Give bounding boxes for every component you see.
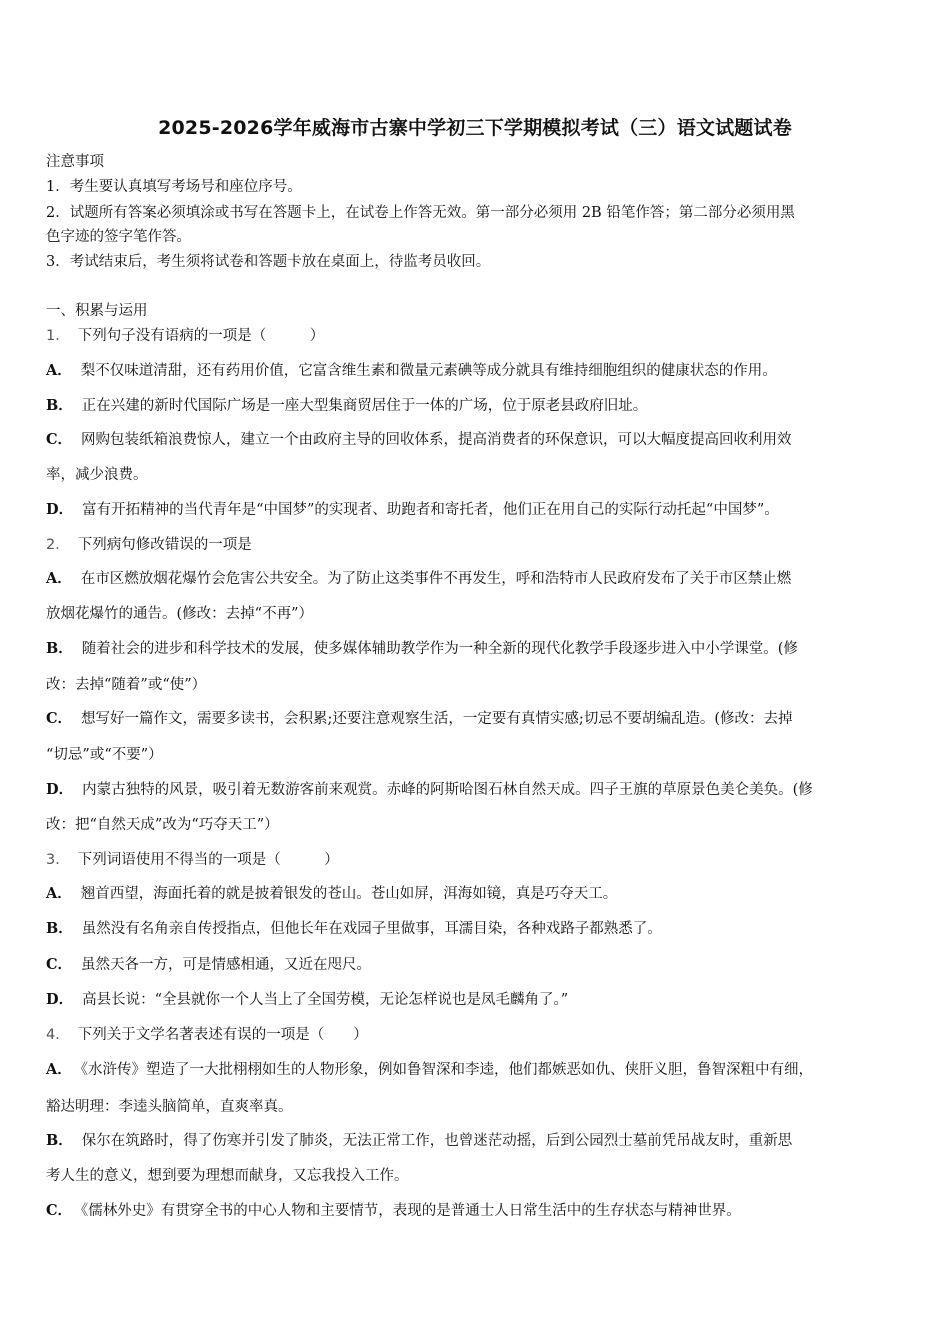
q2-option-a-continued: 放烟花爆竹的通告。(修改：去掉“不再”） — [46, 606, 313, 622]
q3-option-b-text: 虽然没有名角亲自传授指点，但他长年在戏园子里做事，耳濡目染，各种戏路子都熟悉了。 — [81, 921, 662, 937]
q4-option-a-text: 《水浒传》塑造了一大批栩栩如生的人物形象，例如鲁智深和李逵，他们都嫉恶如仇、侠肝义胆，鲁智深粗中有细， — [80, 1062, 814, 1078]
q3-option-a-letter: A． — [46, 885, 72, 902]
q4-option-c-text: 《儒林外史》有贯穿全书的中心人物和主要情节，表现的是普通士人日常生活中的生存状态与精神世界。 — [81, 1203, 741, 1219]
q3-option-a-text: 翘首西望，海面托着的就是披着银发的苍山。苍山如屏，洱海如镜，真是巧夺天工。 — [80, 886, 618, 902]
question-1-number: 1． — [46, 328, 70, 344]
q1-option-d-text: 富有开拓精神的当代青年是“中国梦”的实现者、助跑者和寄托者，他们正在用自己的实际行动托起“中国梦”。 — [82, 502, 779, 518]
q4-option-b-continued: 考人生的意义，想到要为理想而献身，又忘我投入工作。 — [46, 1168, 409, 1184]
q1-option-b-text: 正在兴建的新时代国际广场是一座大型集商贸居住于一体的广场，位于原老县政府旧址。 — [81, 398, 648, 414]
q2-option-a-letter: A． — [46, 570, 72, 587]
notice-item-3: 3．考试结束后，考生须将试卷和答题卡放在桌面上，待监考员收回。 — [46, 254, 491, 270]
q4-option-c-letter: C． — [46, 1202, 73, 1219]
question-1-text: 下列句子没有语病的一项是（ ） — [77, 328, 325, 344]
q4-option-a — [46, 1060, 813, 1080]
section-heading: 一、积累与运用 — [46, 303, 148, 319]
q1-option-b — [46, 396, 647, 416]
question-4-stem — [46, 1025, 368, 1045]
q2-option-d-continued: 改：把“自然天成”改为“巧夺天工”） — [46, 817, 279, 833]
q4-option-a-continued: 豁达明理：李逵头脑简单，直爽率真。 — [46, 1099, 293, 1115]
q3-option-c-text: 虽然天各一方，可是情感相通，又近在咫尺。 — [81, 957, 372, 973]
question-3-stem — [46, 850, 339, 870]
q1-option-a — [46, 361, 777, 381]
q1-option-d-letter: D． — [46, 501, 74, 518]
q3-option-a — [46, 884, 617, 904]
question-3-number: 3． — [46, 852, 70, 868]
question-2-stem — [46, 535, 252, 555]
q3-option-d — [46, 990, 568, 1010]
q4-option-b-letter: B． — [46, 1132, 73, 1149]
question-2-text: 下列病句修改错误的一项是 — [77, 537, 252, 553]
q2-option-b-text: 随着社会的进步和科学技术的发展，使多媒体辅助教学作为一种全新的现代化教学手段逐步进入中小学课堂。(修 — [81, 641, 798, 657]
q2-option-d-text: 内蒙古独特的风景，吸引着无数游客前来观赏。赤峰的阿斯哈图石林自然天成。四子王旗的草原景色美仑美奂。(修 — [82, 782, 813, 798]
q3-option-b-letter: B． — [46, 920, 73, 937]
q3-option-d-letter: D． — [46, 991, 74, 1008]
q2-option-c-text: 想写好一篇作文，需要多读书，会积累;还要注意观察生活，一定要有真情实感;切忌不要胡编乱造。(修改：去掉 — [81, 711, 793, 727]
question-2-number: 2． — [46, 537, 70, 553]
q4-option-a-letter: A． — [46, 1061, 72, 1078]
notice-item-1: 1．考生要认真填写考场号和座位序号。 — [46, 179, 302, 195]
notice-item-2-line-2: 色字迹的签字笔作答。 — [46, 229, 191, 245]
q3-option-c — [46, 955, 371, 975]
q1-option-c-text: 网购包装纸箱浪费惊人，建立一个由政府主导的回收体系，提高消费者的环保意识，可以大幅度提高回收利用效 — [81, 432, 792, 448]
q2-option-a-text: 在市区燃放烟花爆竹会危害公共安全。为了防止这类事件不再发生，呼和浩特市人民政府发布了关于市区禁止燃 — [80, 571, 792, 587]
q2-option-b-continued: 改：去掉“随着”或“使”） — [46, 677, 207, 693]
question-4-text: 下列关于文学名著表述有误的一项是（ ） — [77, 1027, 368, 1043]
q1-option-a-text: 梨不仅味道清甜，还有药用价值，它富含维生素和微量元素碘等成分就具有维持细胞组织的健康状态的作用。 — [80, 363, 777, 379]
q1-option-c-letter: C． — [46, 431, 73, 448]
q1-option-d — [46, 500, 779, 520]
q2-option-b-letter: B． — [46, 640, 73, 657]
q1-option-c — [46, 430, 792, 450]
q2-option-d-letter: D． — [46, 781, 74, 798]
q2-option-c-letter: C． — [46, 710, 73, 727]
exam-title: 2025-2026学年威海市古寨中学初三下学期模拟考试（三）语文试题试卷 — [158, 117, 792, 139]
q4-option-c — [46, 1201, 741, 1221]
q1-option-b-letter: B． — [46, 397, 73, 414]
question-4-number: 4． — [46, 1027, 70, 1043]
q4-option-b — [46, 1131, 792, 1151]
q3-option-d-text: 高县长说：“全县就你一个人当上了全国劳模，无论怎样说也是凤毛麟角了。” — [82, 992, 569, 1008]
q2-option-a — [46, 569, 791, 589]
notice-heading: 注意事项 — [46, 154, 104, 170]
q2-option-c — [46, 709, 792, 729]
question-3-text: 下列词语使用不得当的一项是（ ） — [77, 852, 339, 868]
q2-option-b — [46, 639, 798, 659]
question-1-stem — [46, 326, 324, 346]
q1-option-a-letter: A． — [46, 362, 72, 379]
q4-option-b-text: 保尔在筑路时，得了伤寒并引发了肺炎，无法正常工作，也曾迷茫动摇，后到公园烈士墓前凭吊战友时，重新思 — [81, 1133, 793, 1149]
q1-option-c-continued: 率，减少浪费。 — [46, 467, 148, 483]
notice-item-2-line-1: 2．试题所有答案必须填涂或书写在答题卡上，在试卷上作答无效。第一部分必须用 2B 铅笔作答；第二部分必须用黑 — [46, 205, 795, 221]
q3-option-b — [46, 919, 662, 939]
q2-option-c-continued: “切忌”或“不要”） — [46, 747, 163, 763]
q3-option-c-letter: C． — [46, 956, 73, 973]
q2-option-d — [46, 780, 813, 800]
